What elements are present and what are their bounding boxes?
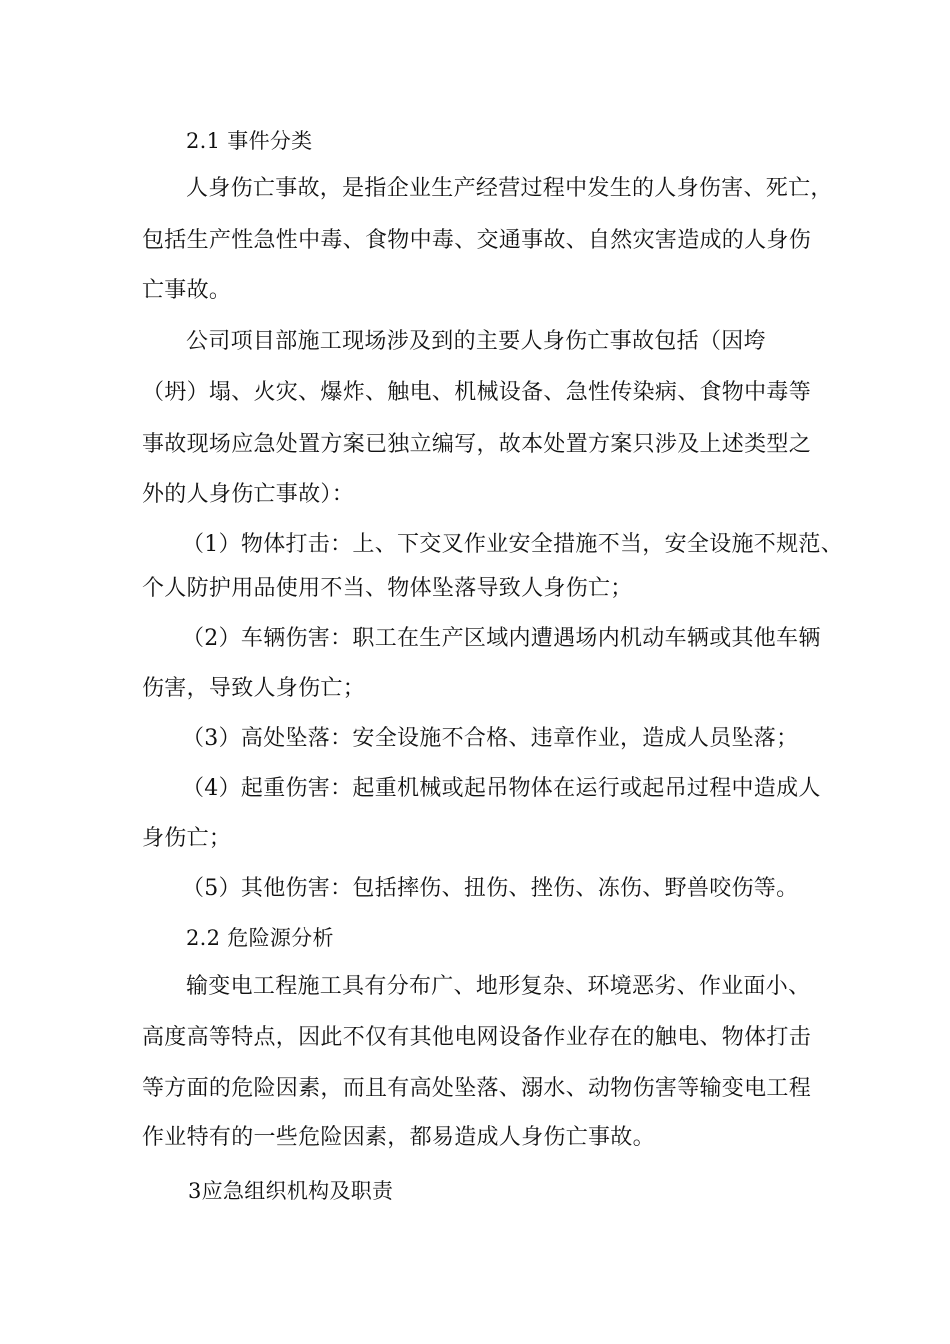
section-heading-3: 3应急组织机构及职责 (188, 1179, 394, 1203)
paragraph-line: 公司项目部施工现场涉及到的主要人身伤亡事故包括（因垮 (186, 329, 766, 354)
section-heading-2-2: 2.2 危险源分析 (186, 926, 334, 950)
list-item-line: （4）起重伤害：起重机械或起吊物体在运行或起吊过程中造成人 (182, 776, 821, 801)
paragraph-line: 包括生产性急性中毒、食物中毒、交通事故、自然灾害造成的人身伤 (142, 228, 812, 253)
paragraph-line: 等方面的危险因素，而且有高处坠落、溺水、动物伤害等输变电工程 (142, 1076, 812, 1101)
paragraph-line: 外的人身伤亡事故）： (142, 482, 355, 507)
paragraph-line: 作业特有的一些危险因素，都易造成人身伤亡事故。 (142, 1125, 655, 1150)
paragraph-line: 高度高等特点，因此不仅有其他电网设备作业存在的触电、物体打击 (142, 1025, 812, 1050)
paragraph-line: 人身伤亡事故，是指企业生产经营过程中发生的人身伤害、死亡， (186, 176, 833, 201)
section-heading-2-1: 2.1 事件分类 (186, 129, 313, 153)
list-item-line: （3）高处坠落：安全设施不合格、违章作业，造成人员坠落； (182, 726, 799, 751)
paragraph-line: （坍）塌、火灾、爆炸、触电、机械设备、急性传染病、食物中毒等 (142, 380, 812, 405)
paragraph-line: 输变电工程施工具有分布广、地形复杂、环境恶劣、作业面小、 (186, 974, 811, 999)
list-item-line: 个人防护用品使用不当、物体坠落导致人身伤亡； (142, 576, 633, 601)
list-item-line: （5）其他伤害：包括摔伤、扭伤、挫伤、冻伤、野兽咬伤等。 (182, 876, 799, 901)
paragraph-line: 事故现场应急处置方案已独立编写，故本处置方案只涉及上述类型之 (142, 432, 812, 457)
list-item-line: 伤害，导致人身伤亡； (142, 676, 366, 701)
list-item-line: 身伤亡； (142, 826, 232, 851)
list-item-line: （1）物体打击：上、下交叉作业安全措施不当，安全设施不规范、 (182, 532, 843, 557)
list-item-line: （2）车辆伤害：职工在生产区域内遭遇场内机动车辆或其他车辆 (182, 626, 821, 651)
paragraph-line: 亡事故。 (142, 278, 232, 303)
